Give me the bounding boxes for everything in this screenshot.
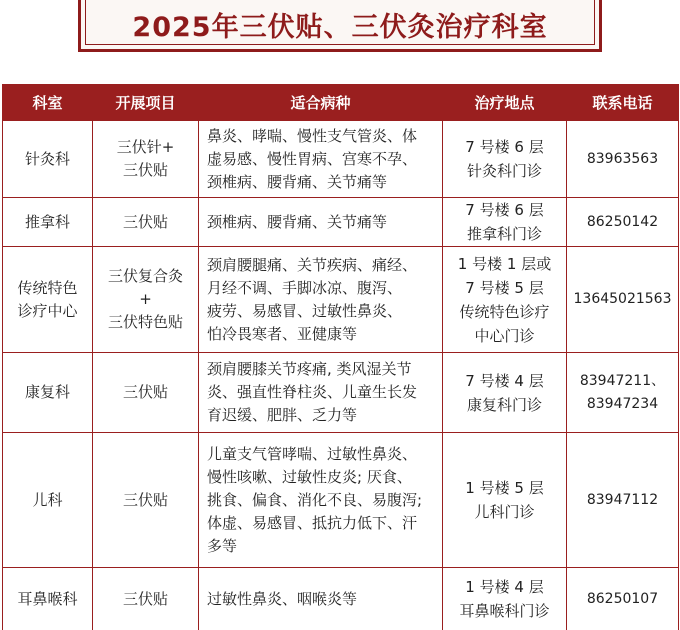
phone-cell bbox=[567, 353, 679, 433]
phone-text: 86250142 bbox=[586, 213, 659, 230]
dept-cell bbox=[3, 121, 93, 198]
department-table bbox=[2, 84, 679, 630]
location-cell bbox=[443, 121, 567, 198]
disease-text: 炎、强直性脊柱炎、儿童生长发 bbox=[207, 383, 418, 401]
phone-cell bbox=[567, 247, 679, 353]
location-text: 7 号楼 4 层 bbox=[465, 371, 544, 390]
disease-text: 虚易感、慢性胃病、宫寒不孕、 bbox=[207, 149, 418, 168]
phone-text: 86250107 bbox=[586, 590, 659, 607]
header-disease: 适合病种 bbox=[199, 85, 443, 121]
location-cell bbox=[443, 247, 567, 353]
table-row bbox=[3, 198, 679, 247]
project-cell bbox=[93, 433, 199, 568]
phone-text: 83947112 bbox=[586, 491, 659, 508]
disease-cell bbox=[199, 353, 443, 433]
location-text: 1 号楼 4 层 bbox=[465, 578, 544, 596]
project-cell bbox=[93, 198, 199, 247]
dept-text: 传统特色 bbox=[17, 278, 78, 297]
dept-cell bbox=[3, 353, 93, 433]
project-text: + bbox=[139, 290, 152, 308]
table-row bbox=[3, 121, 679, 198]
disease-text: 多等 bbox=[207, 536, 238, 555]
project-cell bbox=[93, 568, 199, 630]
disease-cell bbox=[199, 433, 443, 568]
disease-text: 月经不调、手脚冰凉、腹泻、 bbox=[207, 278, 403, 297]
disease-text: 过敏性鼻炎、咽喉炎等 bbox=[207, 589, 358, 608]
table-row bbox=[3, 433, 679, 568]
phone-cell bbox=[567, 568, 679, 630]
title-banner bbox=[78, 0, 602, 52]
page-title: 2025年三伏贴、三伏灸治疗科室 bbox=[132, 12, 548, 43]
disease-text: 慢性咳嗽、过敏性皮炎; 厌食、 bbox=[207, 467, 412, 486]
location-cell bbox=[443, 198, 567, 247]
location-text: 推拿科门诊 bbox=[466, 225, 542, 243]
dept-text: 康复科 bbox=[24, 383, 70, 401]
header-dept: 科室 bbox=[3, 85, 93, 121]
project-text: 三伏贴 bbox=[122, 161, 168, 179]
header-project: 开展项目 bbox=[93, 85, 199, 121]
location-text: 传统特色诊疗 bbox=[459, 302, 550, 321]
disease-cell bbox=[199, 121, 443, 198]
project-text: 三伏复合灸 bbox=[107, 267, 183, 285]
disease-text: 颈椎病、腰背痛、关节痛等 bbox=[207, 172, 388, 191]
table-body bbox=[3, 121, 679, 630]
disease-text: 颈肩腰膝关节疼痛, 类风湿关节 bbox=[207, 360, 412, 378]
dept-text: 推拿科 bbox=[24, 212, 70, 231]
project-text: 三伏针+ bbox=[116, 138, 175, 156]
disease-text: 怕冷畏寒者、亚健康等 bbox=[207, 324, 358, 343]
phone-text: 83963563 bbox=[586, 150, 659, 167]
location-text: 1 号楼 1 层或 bbox=[457, 254, 552, 273]
location-cell bbox=[443, 568, 567, 630]
dept-text: 耳鼻喉科 bbox=[17, 589, 78, 608]
location-text: 耳鼻喉科门诊 bbox=[459, 602, 550, 620]
table-row bbox=[3, 247, 679, 353]
disease-cell bbox=[199, 247, 443, 353]
location-cell bbox=[443, 353, 567, 433]
disease-cell bbox=[199, 568, 443, 630]
location-text: 康复科门诊 bbox=[466, 395, 542, 414]
project-text: 三伏特色贴 bbox=[107, 313, 183, 331]
project-text: 三伏贴 bbox=[122, 490, 168, 509]
dept-cell bbox=[3, 568, 93, 630]
dept-cell bbox=[3, 433, 93, 568]
location-cell bbox=[443, 433, 567, 568]
project-cell bbox=[93, 353, 199, 433]
dept-text: 针灸科 bbox=[24, 149, 70, 168]
project-text: 三伏贴 bbox=[122, 212, 168, 231]
phone-text: 13645021563 bbox=[573, 291, 672, 307]
disease-text: 颈椎病、腰背痛、关节痛等 bbox=[207, 212, 388, 231]
disease-text: 挑食、偏食、消化不良、易腹泻; bbox=[207, 490, 423, 509]
phone-cell bbox=[567, 121, 679, 198]
location-text: 7 号楼 6 层 bbox=[465, 138, 544, 156]
table-row bbox=[3, 568, 679, 630]
header-location: 治疗地点 bbox=[443, 85, 567, 121]
disease-text: 疲劳、易感冒、过敏性鼻炎、 bbox=[207, 301, 403, 320]
table-header-row bbox=[3, 85, 679, 121]
dept-text: 诊疗中心 bbox=[17, 301, 78, 320]
project-text: 三伏贴 bbox=[122, 383, 168, 401]
location-text: 1 号楼 5 层 bbox=[465, 479, 544, 497]
table-row bbox=[3, 353, 679, 433]
project-cell bbox=[93, 247, 199, 353]
dept-text: 儿科 bbox=[32, 490, 63, 509]
location-text: 7 号楼 6 层 bbox=[465, 201, 544, 219]
disease-text: 鼻炎、哮喘、慢性支气管炎、体 bbox=[207, 126, 418, 145]
header-phone: 联系电话 bbox=[567, 85, 679, 121]
disease-text: 育迟缓、肥胖、乏力等 bbox=[207, 406, 358, 424]
location-text: 中心门诊 bbox=[474, 326, 535, 345]
disease-text: 体虚、易感冒、抵抗力低下、汗 bbox=[207, 513, 418, 532]
project-text: 三伏贴 bbox=[122, 589, 168, 608]
disease-cell bbox=[199, 198, 443, 247]
phone-cell bbox=[567, 198, 679, 247]
phone-text: 83947211、 bbox=[579, 372, 666, 389]
location-text: 儿科门诊 bbox=[474, 503, 535, 521]
phone-text: 83947234 bbox=[586, 395, 659, 412]
project-cell bbox=[93, 121, 199, 198]
disease-text: 儿童支气管哮喘、过敏性鼻炎、 bbox=[207, 444, 418, 463]
dept-cell bbox=[3, 198, 93, 247]
disease-text: 颈肩腰腿痛、关节疾病、痛经、 bbox=[207, 255, 418, 274]
phone-cell bbox=[567, 433, 679, 568]
location-text: 针灸科门诊 bbox=[466, 162, 542, 180]
location-text: 7 号楼 5 层 bbox=[465, 278, 544, 297]
dept-cell bbox=[3, 247, 93, 353]
